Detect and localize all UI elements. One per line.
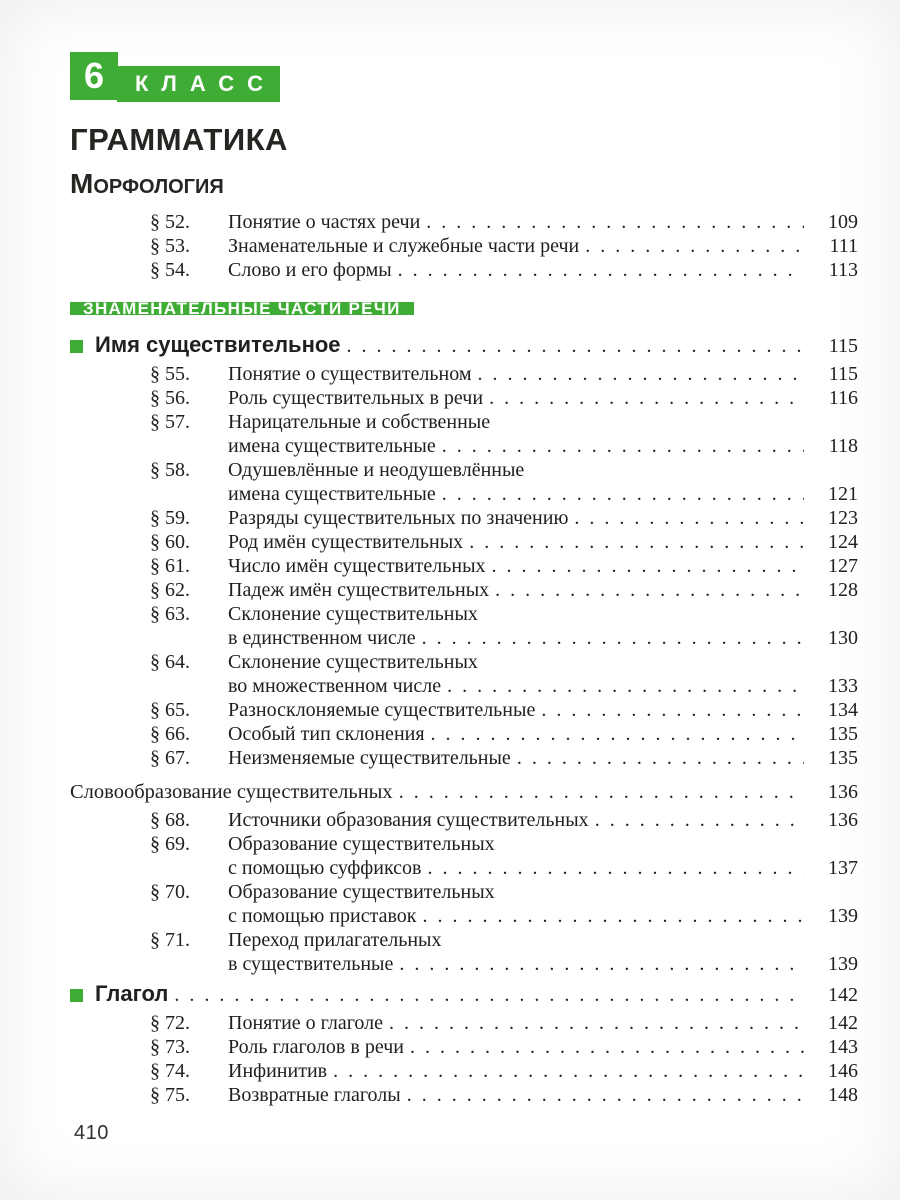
toc-entry	[150, 1083, 858, 1107]
toc-leader	[399, 952, 804, 976]
grade-label-banner: КЛАСС	[117, 66, 280, 102]
toc-entry-line	[150, 234, 858, 258]
toc-entry-line	[150, 362, 858, 386]
toc-page-number: 134	[828, 699, 858, 721]
toc-entry-title: Нарицательные и собственные	[228, 411, 491, 433]
toc-entry-line	[150, 554, 858, 578]
section-banner: ЗНАМЕНАТЕЛЬНЫЕ ЧАСТИ РЕЧИ	[70, 302, 414, 315]
toc-leader	[410, 1035, 804, 1059]
toc-leader	[574, 506, 804, 530]
toc-entry-title: Число имён существительных	[228, 555, 486, 577]
toc-page-number: 124	[828, 531, 858, 553]
toc-page-number: 113	[828, 259, 858, 281]
toc-page-number: 133	[828, 675, 858, 697]
toc-entry-title: Особый тип склонения	[228, 723, 425, 745]
toc-leader	[423, 904, 805, 928]
toc-entry	[150, 258, 858, 282]
toc-leader	[422, 626, 804, 650]
toc-page-number: 142	[828, 984, 858, 1006]
toc-entry-title: Образование существительных	[228, 881, 495, 903]
section-banner-row	[70, 286, 858, 327]
toc-entry-number: § 71.	[150, 929, 190, 951]
toc-page-number: 128	[828, 579, 858, 601]
toc-page-number: 135	[828, 747, 858, 769]
section-heading-label: Глагол	[95, 981, 169, 1006]
toc-leader	[541, 698, 804, 722]
toc-entry-number: § 66.	[150, 723, 190, 745]
toc-entry-number: § 58.	[150, 459, 190, 481]
toc-leader	[442, 434, 804, 458]
toc-group	[70, 808, 858, 976]
toc-entry-number: § 62.	[150, 579, 190, 601]
toc-entry	[150, 362, 858, 386]
toc-entry-title: имена существительные	[228, 483, 436, 505]
toc-page-number: 121	[828, 483, 858, 505]
toc-page-number: 137	[828, 857, 858, 879]
toc-entry-line	[150, 1059, 858, 1083]
toc-entry-number: § 54.	[150, 259, 190, 281]
toc-entry-title: Образование существительных	[228, 833, 495, 855]
toc-entry-title: в существительные	[228, 953, 394, 975]
toc-page-number: 139	[828, 905, 858, 927]
toc-entry-title: Возвратные глаголы	[228, 1084, 401, 1106]
toc-leader	[517, 746, 804, 770]
toc-entry-number: § 75.	[150, 1084, 190, 1106]
toc-leader	[495, 578, 804, 602]
toc-page-number: 143	[828, 1036, 858, 1058]
toc-leader	[427, 856, 804, 880]
toc-page-number: 136	[828, 781, 858, 803]
toc-entry-line	[150, 1083, 858, 1107]
toc-entry-title: Знаменательные и служебные части речи	[228, 235, 580, 257]
toc-page-number: 123	[828, 507, 858, 529]
toc-entry-number: § 72.	[150, 1012, 190, 1034]
toc-entry-line	[150, 210, 858, 234]
toc-leader	[492, 554, 804, 578]
toc-group	[70, 210, 858, 282]
toc-entry-line	[150, 458, 858, 482]
toc-entry-line	[150, 880, 858, 904]
toc-entry-title: в единственном числе	[228, 627, 416, 649]
section-heading	[70, 333, 858, 358]
toc-page-number: 127	[828, 555, 858, 577]
toc-leader	[389, 1011, 804, 1035]
toc-entry	[150, 880, 858, 928]
page-subtitle: Морфология	[70, 168, 224, 199]
toc-entry-title: Инфинитив	[228, 1060, 328, 1082]
toc-entry-title: во множественном числе	[228, 675, 442, 697]
toc-entry-line	[150, 434, 858, 458]
toc-leader	[585, 234, 804, 258]
toc-leader	[431, 722, 804, 746]
toc-leader	[595, 808, 804, 832]
page-title: ГРАММАТИКА	[70, 122, 288, 157]
toc-page-number: 115	[828, 335, 858, 357]
toc-page-number: 116	[828, 387, 858, 409]
toc-entry	[150, 234, 858, 258]
toc-page-number: 118	[828, 435, 858, 457]
toc-leader	[347, 334, 804, 358]
toc-leader	[333, 1059, 804, 1083]
toc-entry-title: Переход прилагательных	[228, 929, 442, 951]
toc-entry	[150, 458, 858, 506]
toc-entry-line	[150, 530, 858, 554]
toc-entry-number: § 52.	[150, 211, 190, 233]
toc-entry-line	[150, 952, 858, 976]
toc-entry	[150, 530, 858, 554]
toc-page-number: 111	[829, 235, 858, 257]
toc-page-number: 109	[828, 211, 858, 233]
toc-entry	[150, 808, 858, 832]
toc-entry	[150, 698, 858, 722]
toc-leader	[442, 482, 804, 506]
bullet-square-icon	[70, 340, 83, 353]
toc-entry	[150, 1011, 858, 1035]
toc-entry-line	[150, 482, 858, 506]
table-of-contents	[70, 210, 858, 1107]
toc-entry-title: Роль существительных в речи	[228, 387, 484, 409]
toc-entry	[150, 1059, 858, 1083]
section-heading-label: Имя существительное	[95, 332, 341, 357]
toc-entry-title: Род имён существительных	[228, 531, 464, 553]
toc-entry-title: Понятие о существительном	[228, 363, 472, 385]
toc-leader	[174, 983, 804, 1007]
toc-entry-number: § 57.	[150, 411, 190, 433]
toc-entry-line	[150, 746, 858, 770]
section-heading	[70, 780, 858, 804]
toc-entry-number: § 60.	[150, 531, 190, 553]
toc-entry-title: Разряды существительных по значению	[228, 507, 569, 529]
toc-entry-line	[150, 506, 858, 530]
toc-entry	[150, 832, 858, 880]
toc-entry	[150, 554, 858, 578]
toc-entry-title: с помощью приставок	[228, 905, 417, 927]
toc-entry-title: Понятие о глаголе	[228, 1012, 384, 1034]
toc-leader	[478, 362, 804, 386]
toc-entry	[150, 578, 858, 602]
toc-entry-title: с помощью суффиксов	[228, 857, 422, 879]
toc-leader	[469, 530, 804, 554]
toc-group	[70, 1011, 858, 1107]
toc-entry-line	[150, 722, 858, 746]
toc-leader	[399, 780, 804, 804]
toc-group	[70, 362, 858, 770]
toc-page-number: 135	[828, 723, 858, 745]
toc-leader	[447, 674, 804, 698]
toc-entry-number: § 74.	[150, 1060, 190, 1082]
toc-entry-title: Неизменяемые существительные	[228, 747, 511, 769]
toc-entry-title: имена существительные	[228, 435, 436, 457]
toc-entry-line	[150, 808, 858, 832]
toc-entry-line	[150, 1011, 858, 1035]
toc-entry-line	[150, 602, 858, 626]
toc-entry-number: § 67.	[150, 747, 190, 769]
toc-leader	[407, 1083, 804, 1107]
toc-entry-title: Источники образования существительных	[228, 809, 589, 831]
toc-entry-number: § 70.	[150, 881, 190, 903]
toc-entry-number: § 56.	[150, 387, 190, 409]
toc-entry	[150, 650, 858, 698]
toc-entry-number: § 61.	[150, 555, 190, 577]
toc-entry	[150, 746, 858, 770]
toc-page-number: 115	[828, 363, 858, 385]
grade-number-badge: 6	[70, 52, 118, 100]
toc-entry	[150, 386, 858, 410]
bullet-square-icon	[70, 989, 83, 1002]
toc-leader	[398, 258, 804, 282]
toc-entry-title: Падеж имён существительных	[228, 579, 490, 601]
toc-page-number: 148	[828, 1084, 858, 1106]
toc-entry-line	[150, 258, 858, 282]
toc-entry-line	[150, 832, 858, 856]
toc-page-number: 130	[828, 627, 858, 649]
toc-entry-title: Роль глаголов в речи	[228, 1036, 404, 1058]
toc-entry-title: Склонение существительных	[228, 603, 478, 625]
toc-page-number: 136	[828, 809, 858, 831]
toc-entry-number: § 69.	[150, 833, 190, 855]
toc-entry-line	[150, 856, 858, 880]
toc-entry-number: § 59.	[150, 507, 190, 529]
toc-entry-number: § 65.	[150, 699, 190, 721]
toc-leader	[489, 386, 804, 410]
toc-entry-title: Понятие о частях речи	[228, 211, 421, 233]
toc-entry-line	[150, 698, 858, 722]
toc-page-number: 142	[828, 1012, 858, 1034]
toc-entry	[150, 410, 858, 458]
toc-entry-number: § 64.	[150, 651, 190, 673]
toc-entry	[150, 928, 858, 976]
toc-entry	[150, 602, 858, 650]
toc-entry-line	[150, 1035, 858, 1059]
grade-header	[70, 52, 858, 102]
toc-entry-line	[150, 386, 858, 410]
toc-entry	[150, 210, 858, 234]
toc-entry-line	[150, 626, 858, 650]
toc-entry	[150, 1035, 858, 1059]
toc-entry-number: § 55.	[150, 363, 190, 385]
toc-page-number: 146	[828, 1060, 858, 1082]
toc-entry-number: § 63.	[150, 603, 190, 625]
toc-leader	[426, 210, 804, 234]
toc-entry-line	[150, 410, 858, 434]
toc-entry	[150, 506, 858, 530]
toc-page-number: 139	[828, 953, 858, 975]
toc-entry-line	[150, 578, 858, 602]
section-heading-label: Словообразование существительных	[70, 781, 393, 803]
section-heading	[70, 982, 858, 1007]
toc-entry-line	[150, 650, 858, 674]
toc-entry-title: Одушевлённые и неодушевлённые	[228, 459, 525, 481]
toc-entry-number: § 73.	[150, 1036, 190, 1058]
toc-entry	[150, 722, 858, 746]
toc-entry-line	[150, 674, 858, 698]
toc-entry-title: Слово и его формы	[228, 259, 392, 281]
toc-entry-number: § 68.	[150, 809, 190, 831]
toc-entry-number: § 53.	[150, 235, 190, 257]
page-number: 410	[74, 1122, 109, 1144]
toc-entry-title: Склонение существительных	[228, 651, 478, 673]
toc-entry-line	[150, 928, 858, 952]
toc-entry-title: Разносклоняемые существительные	[228, 699, 536, 721]
toc-entry-line	[150, 904, 858, 928]
